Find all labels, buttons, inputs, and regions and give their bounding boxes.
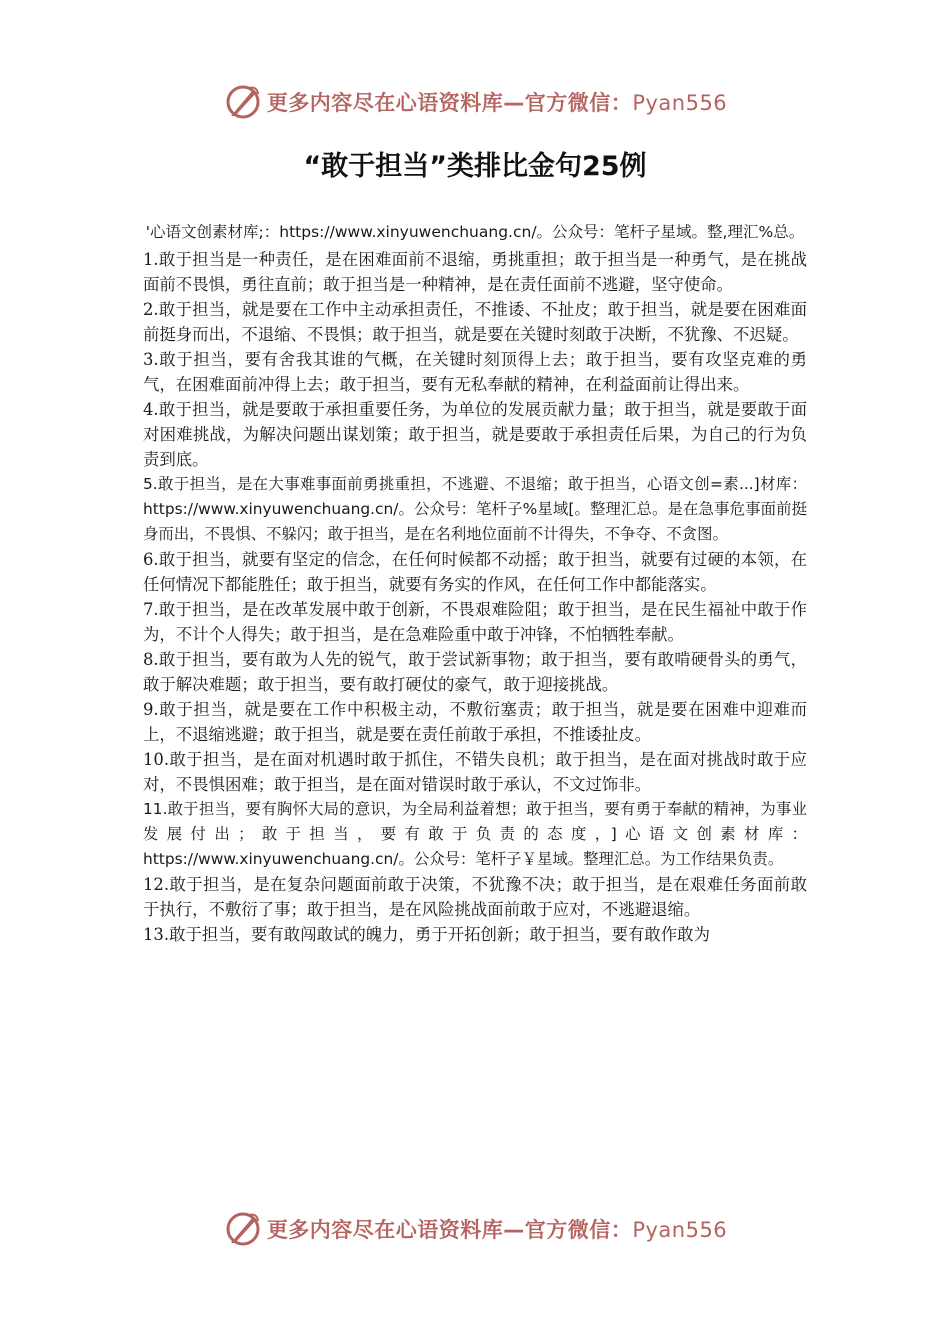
quill-logo-icon: [223, 82, 263, 122]
paragraph-2: 2.敢于担当，就是要在工作中主动承担责任，不推诿、不扯皮；敢于担当，就是要在困难面前挺身而出，不退缩、不畏惧；敢于担当，就是要在关键时刻敢于决断，不犹豫、不迟疑。: [143, 300, 807, 344]
source-note: '心语文创素材库;：https://www.xinyuwenchuang.cn/。公众号：笔杆子星域。整,理汇%总。: [145, 223, 805, 241]
banner-text: [267, 87, 727, 117]
page-title: “敢于担当”类排比金句25例: [303, 151, 647, 182]
banner-text: [267, 1214, 727, 1244]
banner-wechat-id: Pyan556: [632, 1218, 728, 1242]
header-banner: [0, 80, 950, 124]
footer-banner: [0, 1207, 950, 1251]
paragraph-9: 9.敢于担当，就是要在工作中积极主动，不敷衍塞责；敢于担当，就是要在困难中迎难而上，不退缩逃避；敢于担当，就是要在责任前敢于承担，不推诿扯皮。: [143, 700, 807, 744]
paragraph-10: 10.敢于担当，是在面对机遇时敢于抓住，不错失良机；敢于担当，是在面对挑战时敢于应对，不畏惧困难；敢于担当，是在面对错误时敢于承认，不文过饰非。: [143, 750, 807, 794]
paragraph-12: 12.敢于担当，是在复杂问题面前敢于决策，不犹豫不决；敢于担当，是在艰难任务面前敢于执行，不敷衍了事；敢于担当，是在风险挑战面前敢于应对，不逃避退缩。: [143, 875, 807, 919]
banner-label: 更多内容尽在心语资料库—官方微信：: [266, 1218, 633, 1242]
paragraph-13: 13.敢于担当，要有敢闯敢试的魄力，勇于开拓创新；敢于担当，要有敢作敢为: [143, 925, 710, 944]
paragraph-1: 1.敢于担当是一种责任，是在困难面前不退缩，勇挑重担；敢于担当是一种勇气，是在挑战面前不畏惧，勇往直前；敢于担当是一种精神，是在责任面前不逃避，坚守使命。: [143, 250, 807, 294]
banner-wechat-id: Pyan556: [632, 91, 728, 115]
paragraph-11: 11.敢于担当，要有胸怀大局的意识，为全局利益着想；敢于担当，要有勇于奉献的精神，为事业发展付出；敢于担当，要有敢于负责的态度，]心语文创素材库：https://www.xinyuwenchuang.cn/。公众号：笔杆子￥星域。整理汇总。为工作结果负责。: [143, 800, 807, 868]
paragraph-5: 5.敢于担当，是在大事难事面前勇挑重担，不逃避、不退缩；敢于担当，心语文创=素...]材库：https://www.xinyuwenchuang.cn/。公众号：笔杆子%星域[。整理汇总。是在急事危事面前挺身而出，不畏惧、不躲闪；敢于担当，是在名利地位面前不计得失，不争夺、不贪图。: [143, 475, 807, 543]
paragraph-6: 6.敢于担当，就要有坚定的信念，在任何时候都不动摇；敢于担当，就要有过硬的本领，在任何情况下都能胜任；敢于担当，就要有务实的作风，在任何工作中都能落实。: [143, 550, 807, 594]
paragraph-8: 8.敢于担当，要有敢为人先的锐气，敢于尝试新事物；敢于担当，要有敢啃硬骨头的勇气，敢于解决难题；敢于担当，要有敢打硬仗的豪气，敢于迎接挑战。: [143, 650, 807, 694]
paragraph-4: 4.敢于担当，就是要敢于承担重要任务，为单位的发展贡献力量；敢于担当，就是要敢于面对困难挑战，为解决问题出谋划策；敢于担当，就是要敢于承担责任后果，为自己的行为负责到底。: [143, 400, 807, 469]
banner-label: 更多内容尽在心语资料库—官方微信：: [266, 91, 633, 115]
quill-logo-icon: [223, 1209, 263, 1249]
document-body: [143, 220, 807, 947]
paragraph-7: 7.敢于担当，是在改革发展中敢于创新，不畏艰难险阻；敢于担当，是在民生福祉中敢于作为，不计个人得失；敢于担当，是在急难险重中敢于冲锋，不怕牺牲奉献。: [143, 600, 807, 644]
paragraph-3: 3.敢于担当，要有舍我其谁的气概，在关键时刻顶得上去；敢于担当，要有攻坚克难的勇气，在困难面前冲得上去；敢于担当，要有无私奉献的精神，在利益面前让得出来。: [143, 350, 807, 394]
